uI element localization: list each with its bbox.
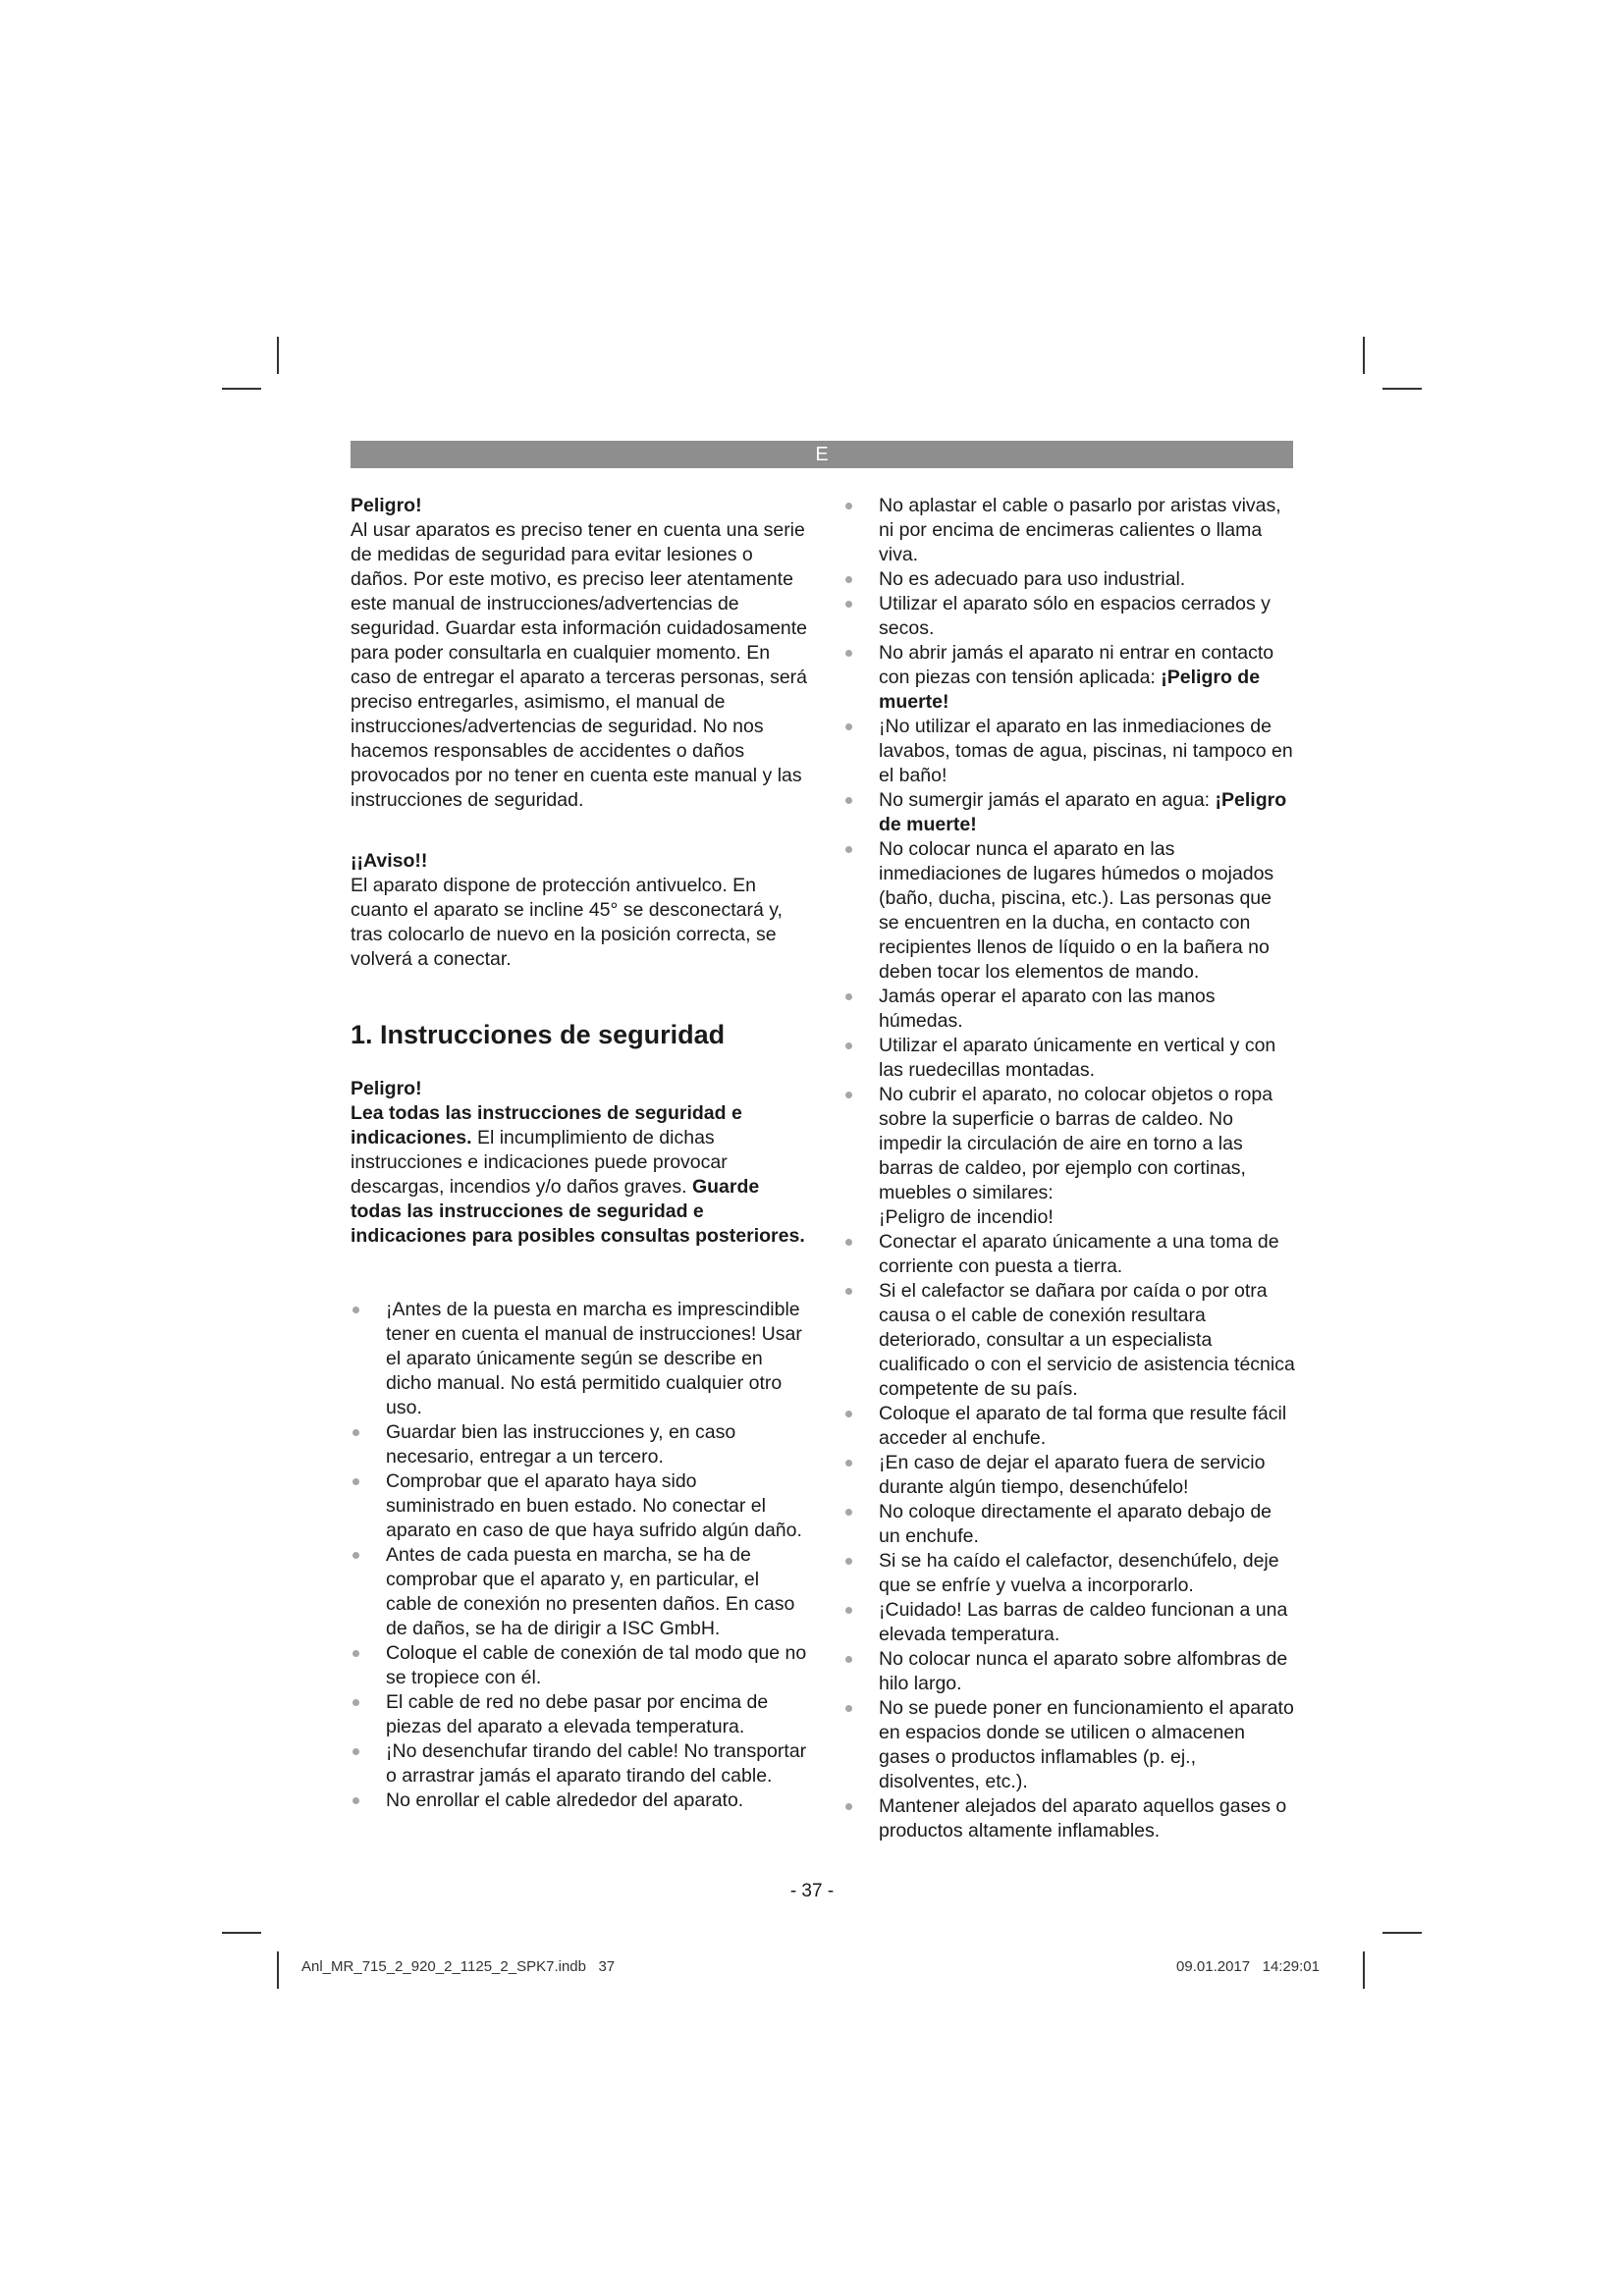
warning-paragraph: El aparato dispone de protección antivuelco. En cuanto el aparato se incline 45° se desconectará y, tras colocarlo de nuevo en la posición correcta, se volverá a conectar. bbox=[351, 875, 783, 970]
footer-timestamp: 09.01.2017 14:29:01 bbox=[1176, 1958, 1320, 1975]
safety-intro-text: El incumplimiento de dichas instrucciones e indicaciones puede provocar descargas, incendios y/o daños graves. bbox=[351, 1127, 728, 1198]
list-item: Antes de cada puesta en marcha, se ha de comprobar que el aparato y, en particular, el cable de conexión no presenten daños. En caso de daños, se ha de dirigir a ISC GmbH. bbox=[351, 1543, 808, 1641]
list-item: Jamás operar el aparato con las manos húmedas. bbox=[845, 985, 1296, 1034]
crop-mark bbox=[1382, 388, 1422, 390]
read-instructions-bold: Lea todas las instrucciones de seguridad e indicaciones. bbox=[351, 1102, 742, 1148]
language-header-bar bbox=[351, 441, 1293, 468]
warning-title: ¡¡Aviso!! bbox=[351, 850, 428, 872]
list-item: ¡No desenchufar tirando del cable! No transportar o arrastrar jamás el aparato tirando del cable. bbox=[351, 1739, 808, 1789]
right-bullet-list bbox=[845, 494, 1296, 1843]
list-item: El cable de red no debe pasar por encima de piezas del aparato a elevada temperatura. bbox=[351, 1690, 808, 1739]
list-item: Mantener alejados del aparato aquellos gases o productos altamente inflamables. bbox=[845, 1794, 1296, 1843]
crop-mark bbox=[222, 1932, 261, 1934]
list-item: ¡Antes de la puesta en marcha es imprescindible tener en cuenta el manual de instrucciones! Usar el aparato únicamente según se describe en dicho manual. No está permitido cualquier otro uso. bbox=[351, 1298, 808, 1420]
danger-title-2: Peligro! bbox=[351, 1078, 422, 1099]
list-item: Si se ha caído el calefactor, desenchúfelo, deje que se enfríe y vuelva a incorporarlo. bbox=[845, 1549, 1296, 1598]
list-item-text: No cubrir el aparato, no colocar objetos o ropa sobre la superficie o barras de caldeo. No impedir la circulación de aire en torno a las barras de caldeo, por ejemplo con cortinas, muebles o similares: bbox=[879, 1084, 1273, 1203]
fire-hazard-label: ¡Peligro de incendio! bbox=[879, 1206, 1054, 1228]
danger-paragraph: Al usar aparatos es preciso tener en cuenta una serie de medidas de seguridad para evitar lesiones o daños. Por este motivo, es preciso leer atentamente este manual de instrucciones/advertencias de seguridad. Guardar esta información cuidadosamente para poder consultarla en cualquier momento. En caso de entregar el aparato a terceras personas, será preciso entregarles, asimismo, el manual de instrucciones/advertencias de seguridad. No nos hacemos responsables de accidentes o daños provocados por no tener en cuenta este manual y las instrucciones de seguridad. bbox=[351, 519, 808, 811]
danger-of-death-label: ¡Peligro de muerte! bbox=[879, 789, 1287, 835]
list-item: No enrollar el cable alrededor del aparato. bbox=[351, 1789, 808, 1813]
footer-filename: Anl_MR_715_2_920_2_1125_2_SPK7.indb 37 bbox=[301, 1958, 616, 1975]
crop-mark bbox=[1382, 1932, 1422, 1934]
left-bullet-list bbox=[351, 1298, 808, 1813]
section-heading: 1. Instrucciones de seguridad bbox=[351, 1020, 726, 1049]
crop-mark bbox=[277, 1951, 279, 1989]
list-item: ¡No utilizar el aparato en las inmediaciones de lavabos, tomas de agua, piscinas, ni tampoco en el baño! bbox=[845, 715, 1296, 788]
page-number: - 37 - bbox=[789, 1881, 835, 1901]
crop-mark bbox=[222, 388, 261, 390]
list-item: Coloque el cable de conexión de tal modo que no se tropiece con él. bbox=[351, 1641, 808, 1690]
crop-mark bbox=[1363, 1951, 1365, 1989]
list-item bbox=[845, 641, 1296, 715]
list-item-text: No sumergir jamás el aparato en agua: bbox=[879, 789, 1216, 811]
list-item: Conectar el aparato únicamente a una toma de corriente con puesta a tierra. bbox=[845, 1230, 1296, 1279]
list-item: No colocar nunca el aparato sobre alfombras de hilo largo. bbox=[845, 1647, 1296, 1696]
list-item: No es adecuado para uso industrial. bbox=[845, 567, 1296, 592]
list-item bbox=[845, 1083, 1296, 1230]
language-code: E bbox=[815, 443, 829, 465]
danger-of-death-label: ¡Peligro de muerte! bbox=[879, 667, 1261, 713]
left-column bbox=[351, 494, 808, 1813]
list-item: No aplastar el cable o pasarlo por aristas vivas, ni por encima de encimeras calientes o llama viva. bbox=[845, 494, 1296, 567]
crop-mark bbox=[277, 337, 279, 374]
danger-title: Peligro! bbox=[351, 495, 422, 516]
list-item: Coloque el aparato de tal forma que resulte fácil acceder al enchufe. bbox=[845, 1402, 1296, 1451]
list-item: Utilizar el aparato sólo en espacios cerrados y secos. bbox=[845, 592, 1296, 641]
list-item: ¡Cuidado! Las barras de caldeo funcionan a una elevada temperatura. bbox=[845, 1598, 1296, 1647]
right-column bbox=[845, 494, 1296, 1843]
list-item: ¡En caso de dejar el aparato fuera de servicio durante algún tiempo, desenchúfelo! bbox=[845, 1451, 1296, 1500]
list-item: No colocar nunca el aparato en las inmediaciones de lugares húmedos o mojados (baño, ducha, piscina, etc.). Las personas que se encuentren en la ducha, en contacto con recipientes llenos de líquido o en la bañera no deben tocar los elementos de mando. bbox=[845, 837, 1296, 985]
list-item: Comprobar que el aparato haya sido suministrado en buen estado. No conectar el aparato en caso de que haya sufrido algún daño. bbox=[351, 1469, 808, 1543]
list-item: Guardar bien las instrucciones y, en caso necesario, entregar a un tercero. bbox=[351, 1420, 808, 1469]
list-item-text: No abrir jamás el aparato ni entrar en contacto con piezas con tensión aplicada: bbox=[879, 642, 1274, 688]
list-item: Utilizar el aparato únicamente en vertical y con las ruedecillas montadas. bbox=[845, 1034, 1296, 1083]
keep-instructions-bold: Guarde todas las instrucciones de seguridad e indicaciones para posibles consultas posteriores. bbox=[351, 1176, 805, 1247]
list-item bbox=[845, 788, 1296, 837]
safety-intro-paragraph bbox=[351, 1101, 808, 1249]
list-item: No se puede poner en funcionamiento el aparato en espacios donde se utilicen o almacenen gases o productos inflamables (p. ej., disolventes, etc.). bbox=[845, 1696, 1296, 1794]
list-item: Si el calefactor se dañara por caída o por otra causa o el cable de conexión resultara deteriorado, consultar a un especialista cualificado o con el servicio de asistencia técnica competente de su país. bbox=[845, 1279, 1296, 1402]
crop-mark bbox=[1363, 337, 1365, 374]
list-item: No coloque directamente el aparato debajo de un enchufe. bbox=[845, 1500, 1296, 1549]
